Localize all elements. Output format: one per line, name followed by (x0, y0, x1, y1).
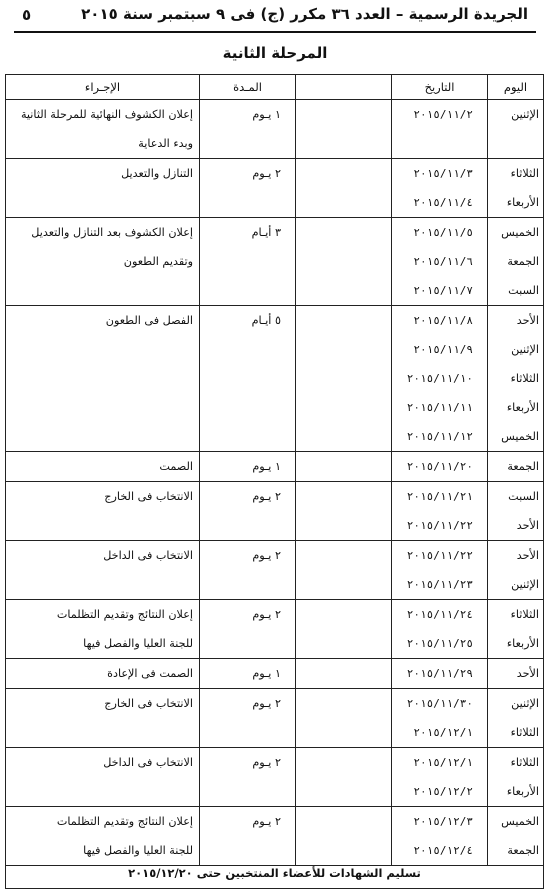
duration-cell (200, 452, 296, 482)
table-row (6, 600, 544, 659)
day-cell (488, 452, 544, 482)
date-cell-line: ٢٠١٥/١٢/١ (413, 756, 473, 769)
action-cell-line: الانتخاب فى الخارج (104, 490, 193, 503)
header-blank (296, 75, 392, 100)
day-cell-line: الجمعة (507, 460, 539, 473)
action-cell (6, 306, 200, 452)
action-cell-line: إعلان الكشوف بعد التنازل والتعديل (31, 226, 193, 239)
blank-cell (296, 541, 392, 600)
table-row (6, 659, 544, 689)
date-cell-line: ٢٠١٥/١١/٣ (413, 167, 473, 180)
date-cell (392, 218, 488, 306)
table-row (6, 748, 544, 807)
date-cell (392, 689, 488, 748)
duration-cell (200, 748, 296, 807)
date-cell-line: ٢٠١٥/١٢/٤ (413, 844, 473, 857)
day-cell (488, 807, 544, 866)
table-row (6, 100, 544, 159)
day-cell (488, 100, 544, 159)
duration-cell (200, 159, 296, 218)
duration-text: ٢ يـوم (252, 167, 281, 180)
table-row (6, 482, 544, 541)
duration-cell (200, 482, 296, 541)
day-cell-line: الإثنين (511, 343, 539, 356)
day-cell (488, 159, 544, 218)
date-cell-line: ٢٠١٥/١١/٢٠ (406, 460, 473, 473)
action-cell-line: وتقديم الطعون (123, 255, 193, 268)
day-cell-line: الثلاثاء (510, 372, 539, 385)
page-header (0, 0, 550, 34)
date-cell (392, 159, 488, 218)
day-cell (488, 600, 544, 659)
date-cell (392, 600, 488, 659)
date-cell (392, 659, 488, 689)
date-cell-line: ٢٠١٥/١١/٢٩ (406, 667, 473, 680)
action-cell (6, 659, 200, 689)
action-cell (6, 748, 200, 807)
action-cell-line: إعلان النتائج وتقديم التظلمات (56, 815, 193, 828)
date-cell-line: ٢٠١٥/١١/٤ (413, 196, 473, 209)
date-cell (392, 482, 488, 541)
day-cell-line: الجمعة (507, 844, 539, 857)
table-row (6, 218, 544, 306)
duration-text: ٢ يـوم (252, 490, 281, 503)
day-cell-line: الإثنين (511, 108, 539, 121)
day-cell-line: الثلاثاء (510, 608, 539, 621)
day-cell-line: الأربعاء (506, 637, 539, 650)
date-cell (392, 306, 488, 452)
action-cell (6, 100, 200, 159)
date-cell-line: ٢٠١٥/١١/١٢ (406, 430, 473, 443)
day-cell-line: الثلاثاء (510, 726, 539, 739)
duration-cell (200, 218, 296, 306)
date-cell-line: ٢٠١٥/١١/٧ (413, 284, 473, 297)
table-row (6, 807, 544, 866)
date-cell-line: ٢٠١٥/١١/٢٤ (406, 608, 473, 621)
day-cell (488, 306, 544, 452)
header-rule (14, 31, 536, 33)
table-row (6, 452, 544, 482)
date-cell (392, 100, 488, 159)
action-cell-line: إعلان النتائج وتقديم التظلمات (56, 608, 193, 621)
duration-text: ١ يـوم (252, 108, 281, 121)
action-cell-line: للجنة العليا والفصل فيها (83, 637, 193, 650)
day-cell-line: الإثنين (511, 578, 539, 591)
action-cell (6, 541, 200, 600)
blank-cell (296, 218, 392, 306)
date-cell-line: ٢٠١٥/١١/٣٠ (406, 697, 473, 710)
action-cell-line: وبدء الدعاية (138, 137, 193, 150)
date-cell-line: ٢٠١٥/١٢/٣ (413, 815, 473, 828)
page-number: ٥ (22, 6, 32, 24)
action-cell-line: الانتخاب فى الداخل (103, 756, 193, 769)
day-cell-line: السبت (508, 490, 539, 503)
date-cell-line: ٢٠١٥/١١/١١ (406, 401, 473, 414)
day-cell-line: الأحد (516, 519, 539, 532)
header-day: اليوم (488, 75, 544, 100)
day-cell-line: الجمعة (507, 255, 539, 268)
table-row (6, 689, 544, 748)
date-cell-line: ٢٠١٥/١١/٦ (413, 255, 473, 268)
duration-text: ١ يـوم (252, 667, 281, 680)
action-cell-line: الصمت فى الإعادة (107, 667, 193, 680)
duration-cell (200, 100, 296, 159)
blank-cell (296, 748, 392, 807)
blank-cell (296, 482, 392, 541)
day-cell-line: الخميس (501, 815, 539, 828)
action-cell (6, 600, 200, 659)
action-cell (6, 807, 200, 866)
day-cell-line: الإثنين (511, 697, 539, 710)
action-cell-line: الفصل فى الطعون (105, 314, 193, 327)
blank-cell (296, 452, 392, 482)
action-cell (6, 218, 200, 306)
duration-text: ٢ يـوم (252, 549, 281, 562)
table-row (6, 306, 544, 452)
gazette-header-title: الجريدة الرسمية – العدد ٣٦ مكرر (ج) فى ٩ سبتمبر سنة ٢٠١٥ (81, 5, 528, 23)
duration-text: ٢ يـوم (252, 697, 281, 710)
action-cell-line: للجنة العليا والفصل فيها (83, 844, 193, 857)
action-cell-line: إعلان الكشوف النهائية للمرحلة الثانية (20, 108, 193, 121)
date-cell-line: ٢٠١٥/١١/٢ (413, 108, 473, 121)
footer-note: تسليم الشهادات للأعضاء المنتخبين حتى ٢٠١٥/١٢/٢٠ (6, 866, 544, 889)
action-cell (6, 689, 200, 748)
action-cell-line: التنازل والتعديل (121, 167, 193, 180)
day-cell-line: الثلاثاء (510, 167, 539, 180)
table-row (6, 159, 544, 218)
duration-text: ٢ يـوم (252, 756, 281, 769)
header-duration: المـدة (200, 75, 296, 100)
day-cell (488, 482, 544, 541)
duration-cell (200, 600, 296, 659)
date-cell (392, 748, 488, 807)
day-cell-line: الخميس (501, 430, 539, 443)
header-action: الإجـراء (6, 75, 200, 100)
day-cell-line: السبت (508, 284, 539, 297)
blank-cell (296, 100, 392, 159)
day-cell (488, 541, 544, 600)
section-title: المرحلة الثانية (222, 44, 328, 62)
day-cell-line: الأربعاء (506, 785, 539, 798)
duration-text: ٢ يـوم (252, 608, 281, 621)
duration-cell (200, 807, 296, 866)
day-cell (488, 218, 544, 306)
date-cell-line: ٢٠١٥/١١/١٠ (406, 372, 473, 385)
blank-cell (296, 306, 392, 452)
action-cell (6, 159, 200, 218)
blank-cell (296, 659, 392, 689)
blank-cell (296, 159, 392, 218)
day-cell-line: الأربعاء (506, 196, 539, 209)
schedule-table (5, 74, 544, 889)
date-cell-line: ٢٠١٥/١١/٢١ (406, 490, 473, 503)
duration-cell (200, 689, 296, 748)
date-cell-line: ٢٠١٥/١١/٩ (413, 343, 473, 356)
date-cell (392, 541, 488, 600)
action-cell-line: الصمت (159, 460, 193, 473)
blank-cell (296, 600, 392, 659)
duration-cell (200, 541, 296, 600)
day-cell-line: الثلاثاء (510, 756, 539, 769)
day-cell (488, 689, 544, 748)
day-cell-line: الخميس (501, 226, 539, 239)
action-cell (6, 482, 200, 541)
table-row (6, 541, 544, 600)
duration-text: ٢ يـوم (252, 815, 281, 828)
day-cell-line: الأحد (516, 314, 539, 327)
date-cell-line: ٢٠١٥/١٢/٢ (413, 785, 473, 798)
table-footer-row (6, 866, 544, 889)
date-cell (392, 452, 488, 482)
date-cell-line: ٢٠١٥/١١/٥ (413, 226, 473, 239)
date-cell-line: ٢٠١٥/١١/٢٥ (406, 637, 473, 650)
date-cell-line: ٢٠١٥/١١/٨ (413, 314, 473, 327)
date-cell-line: ٢٠١٥/١١/٢٢ (406, 519, 473, 532)
day-cell (488, 659, 544, 689)
duration-cell (200, 306, 296, 452)
date-cell-line: ٢٠١٥/١١/٢٣ (406, 578, 473, 591)
duration-text: ٣ أيـام (251, 226, 281, 239)
day-cell (488, 748, 544, 807)
date-cell (392, 807, 488, 866)
day-cell-line: الأحد (516, 549, 539, 562)
date-cell-line: ٢٠١٥/١٢/١ (413, 726, 473, 739)
day-cell-line: الأحد (516, 667, 539, 680)
action-cell-line: الانتخاب فى الداخل (103, 549, 193, 562)
date-cell-line: ٢٠١٥/١١/٢٢ (406, 549, 473, 562)
day-cell-line: الأربعاء (506, 401, 539, 414)
action-cell (6, 452, 200, 482)
duration-text: ١ يـوم (252, 460, 281, 473)
duration-cell (200, 659, 296, 689)
table-header-row (6, 75, 544, 100)
action-cell-line: الانتخاب فى الخارج (104, 697, 193, 710)
blank-cell (296, 689, 392, 748)
blank-cell (296, 807, 392, 866)
duration-text: ٥ أيـام (251, 314, 281, 327)
header-date: التاريخ (392, 75, 488, 100)
